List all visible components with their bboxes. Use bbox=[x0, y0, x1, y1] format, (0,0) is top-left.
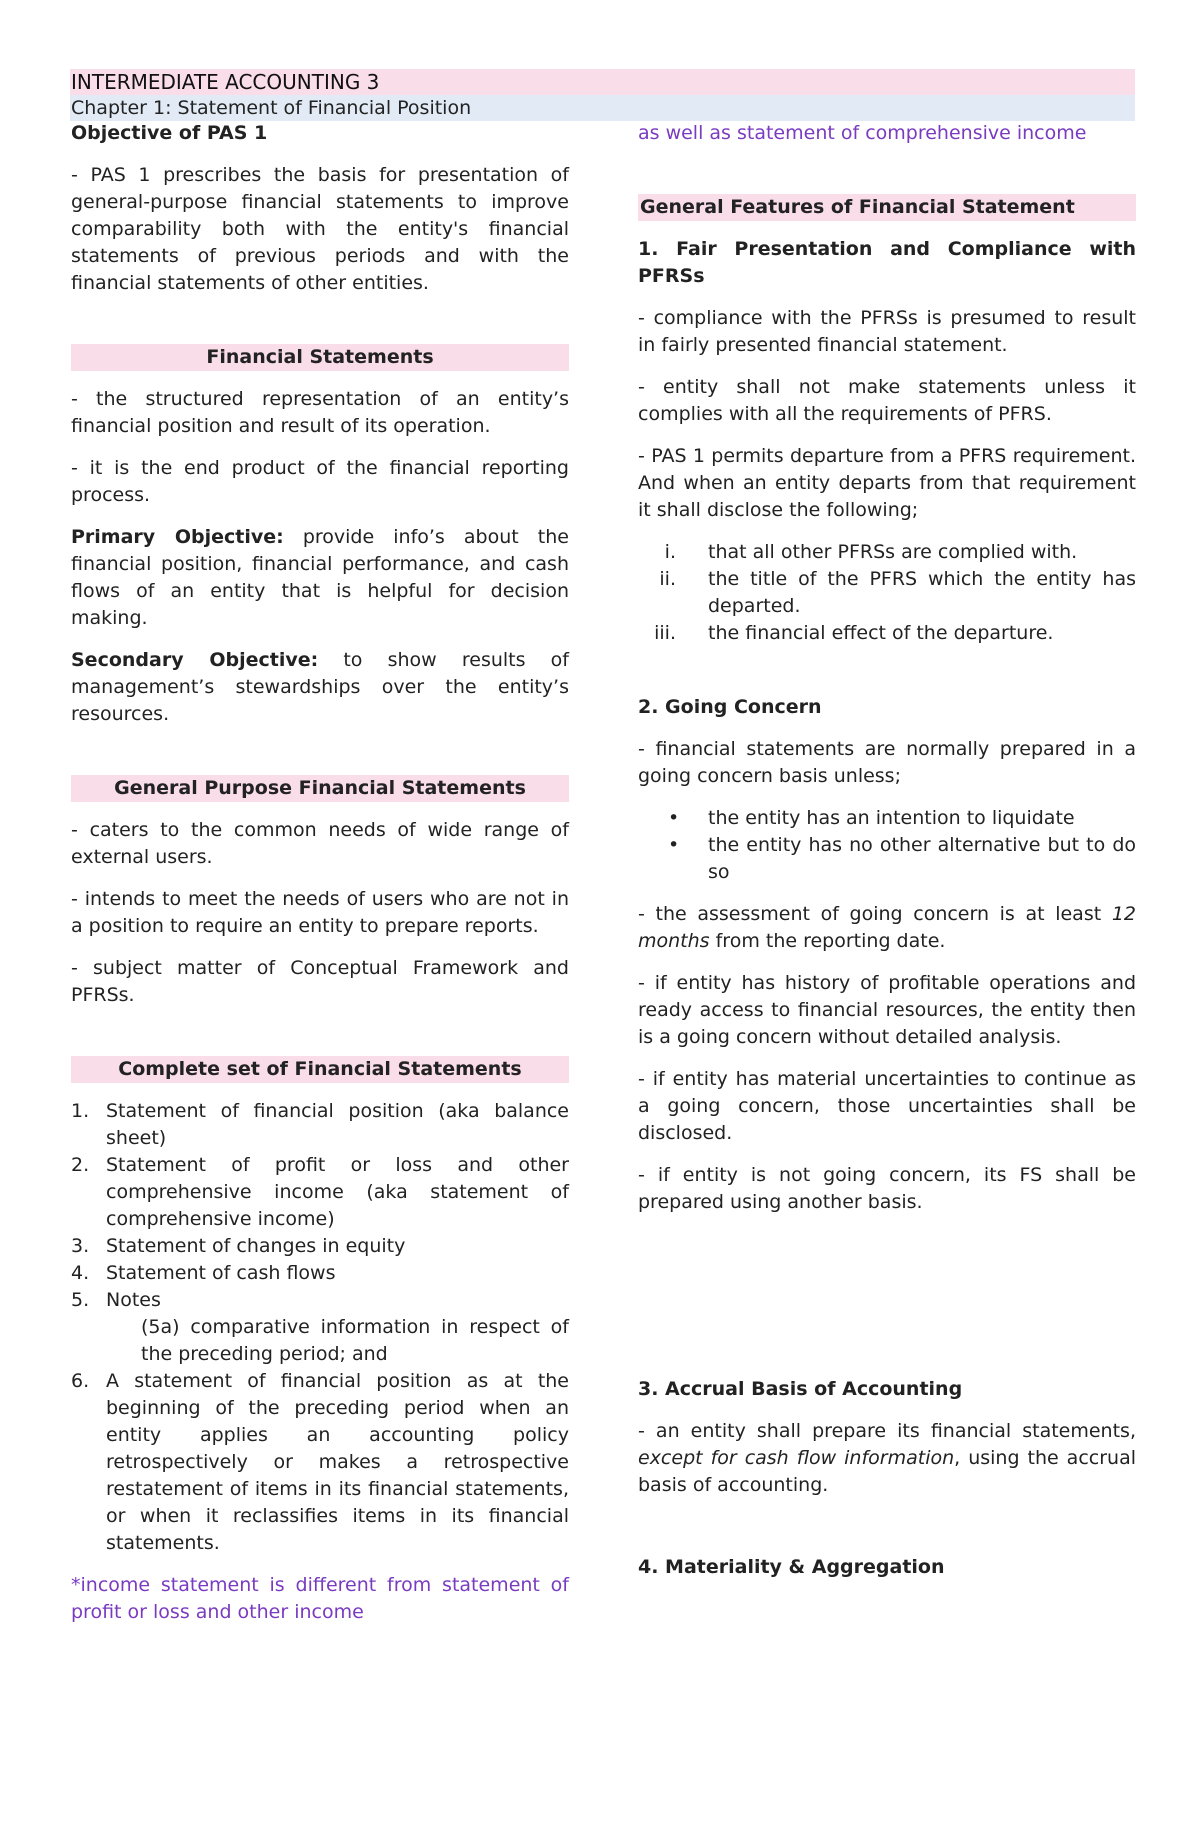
list-item: 1. Statement of financial position (aka balance sheet) bbox=[71, 1100, 569, 1149]
fp-text-2: - entity shall not make statements unless it complies with all the requirements of PFRS. bbox=[638, 376, 1136, 425]
materiality-heading: 4. Materiality & Aggregation bbox=[638, 1556, 945, 1578]
left-column bbox=[71, 120, 569, 1641]
fair-presentation-heading: 1. Fair Presentation and Compliance with PFRSs bbox=[638, 238, 1136, 287]
objective-text: - PAS 1 prescribes the basis for presentation of general-purpose financial statements to improve comparability both with the entity's financial statements of previous periods and with the financial statements of other entities. bbox=[71, 164, 569, 294]
departure-disclosure-list bbox=[638, 539, 1136, 647]
list-item: 6. A statement of financial position as at the beginning of the preceding period when an entity applies an accounting policy retrospectively or makes a retrospective restatement of items in its financial statements, or when it reclassifies items in its financial statements. bbox=[71, 1370, 569, 1554]
note-continuation: as well as statement of comprehensive income bbox=[638, 122, 1087, 144]
fs-definition: - the structured representation of an entity’s financial position and result of its operation. bbox=[71, 388, 569, 437]
secondary-objective-text: to show results of management’s stewardships over the entity’s resources. bbox=[71, 649, 569, 725]
complete-set-heading: Complete set of Financial Statements bbox=[71, 1056, 569, 1083]
primary-objective-label: Primary Objective: bbox=[71, 526, 284, 548]
gpfs-text-2: - intends to meet the needs of users who are not in a position to require an entity to prepare reports. bbox=[71, 888, 569, 937]
gpfs-heading: General Purpose Financial Statements bbox=[71, 775, 569, 802]
fp-text-3: - PAS 1 permits departure from a PFRS requirement. And when an entity departs from that requirement it shall disclose the following; bbox=[638, 445, 1136, 521]
chapter-subtitle: Chapter 1: Statement of Financial Position bbox=[71, 97, 472, 119]
list-item: 5. Notes (5a) comparative information in respect of the preceding period; and bbox=[71, 1287, 569, 1368]
list-item: • the entity has an intention to liquidate bbox=[668, 807, 1075, 829]
secondary-objective-label: Secondary Objective: bbox=[71, 649, 319, 671]
list-item: ii. the title of the PFRS which the entity has departed. bbox=[659, 568, 1136, 617]
financial-statements-heading: Financial Statements bbox=[71, 344, 569, 371]
list-item: • the entity has no other alternative but to do so bbox=[668, 834, 1136, 883]
list-item: 3. Statement of changes in equity bbox=[71, 1235, 406, 1257]
gc-text-2: - the assessment of going concern is at least 12 months from the reporting date. bbox=[638, 903, 1136, 952]
income-statement-note: *income statement is different from statement of profit or loss and other income bbox=[71, 1574, 569, 1623]
going-concern-bullets bbox=[638, 805, 1136, 886]
gc-text-5: - if entity is not going concern, its FS shall be prepared using another basis. bbox=[638, 1164, 1136, 1213]
right-column bbox=[638, 120, 1136, 1596]
ab-text-1: - an entity shall prepare its financial statements, except for cash flow information, using the accrual basis of accounting. bbox=[638, 1420, 1136, 1496]
document-title: INTERMEDIATE ACCOUNTING 3 bbox=[71, 70, 380, 94]
accrual-basis-heading: 3. Accrual Basis of Accounting bbox=[638, 1378, 963, 1400]
primary-objective-text: provide info’s about the financial position, financial performance, and cash flows of an entity that is helpful for decision making. bbox=[71, 526, 569, 629]
list-item: i. that all other PFRSs are complied with. bbox=[664, 541, 1078, 563]
gc-text-3: - if entity has history of profitable operations and ready access to financial resources, the entity then is a going concern without detailed analysis. bbox=[638, 972, 1136, 1048]
list-item: 2. Statement of profit or loss and other comprehensive income (aka statement of comprehensive income) bbox=[71, 1154, 569, 1230]
secondary-objective bbox=[71, 647, 569, 728]
sub-item: (5a) comparative information in respect of the preceding period; and bbox=[141, 1316, 569, 1365]
gc-text-1: - financial statements are normally prepared in a going concern basis unless; bbox=[638, 738, 1136, 787]
fp-text-1: - compliance with the PFRSs is presumed to result in fairly presented financial statement. bbox=[638, 307, 1136, 356]
gpfs-text-3: - subject matter of Conceptual Framework and PFRSs. bbox=[71, 957, 569, 1006]
primary-objective bbox=[71, 524, 569, 632]
list-item: 4. Statement of cash flows bbox=[71, 1262, 336, 1284]
general-features-heading: General Features of Financial Statement bbox=[638, 194, 1136, 221]
list-item: iii. the financial effect of the departure. bbox=[654, 622, 1054, 644]
objective-heading: Objective of PAS 1 bbox=[71, 122, 268, 144]
going-concern-heading: 2. Going Concern bbox=[638, 696, 822, 718]
gpfs-text-1: - caters to the common needs of wide range of external users. bbox=[71, 819, 569, 868]
gc-text-4: - if entity has material uncertainties to continue as a going concern, those uncertainties shall be disclosed. bbox=[638, 1068, 1136, 1144]
fs-end-product: - it is the end product of the financial reporting process. bbox=[71, 457, 569, 506]
complete-set-list bbox=[71, 1098, 569, 1557]
